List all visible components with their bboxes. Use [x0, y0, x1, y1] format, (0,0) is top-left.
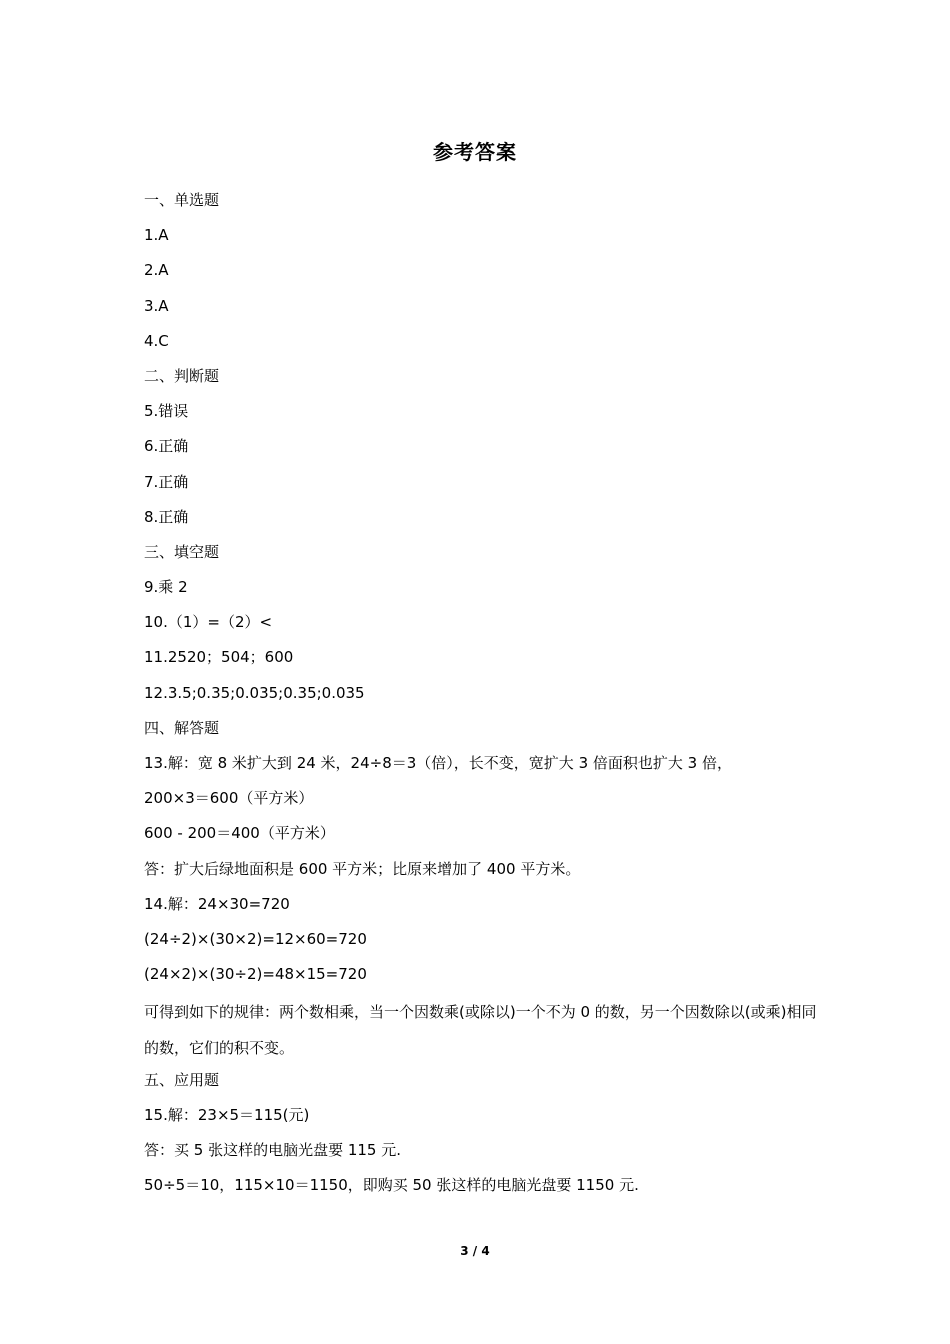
answer-line: 50÷5＝10，115×10＝1150，即购买 50 张这样的电脑光盘要 1150 元.: [144, 1176, 639, 1195]
answer-line: 1.A: [144, 226, 169, 245]
answer-line: 5.错误: [144, 402, 189, 421]
section-heading-fill-blank: 三、填空题: [144, 542, 220, 561]
answer-line: 15.解：23×5＝115(元): [144, 1105, 310, 1124]
answer-paragraph: 可得到如下的规律：两个数相乘，当一个因数乘(或除以)一个不为 0 的数，另一个因数除以(或乘)相同的数，它们的积不变。: [144, 1003, 817, 1057]
answer-line: 11.2520；504；600: [144, 648, 294, 667]
answer-line: 2.A: [144, 261, 169, 280]
answer-line: 3.A: [144, 296, 169, 315]
answer-line: 200×3＝600（平方米）: [144, 789, 314, 808]
answer-line: 6.正确: [144, 437, 189, 456]
answer-line: 12.3.5;0.35;0.035;0.35;0.035: [144, 683, 365, 702]
answer-line: 4.C: [144, 331, 169, 350]
answer-line: (24×2)×(30÷2)=48×15=720: [144, 965, 367, 984]
answer-line: 13.解：宽 8 米扩大到 24 米，24÷8＝3（倍），长不变，宽扩大 3 倍面积也扩大 3 倍，: [144, 754, 732, 772]
answer-line: 8.正确: [144, 507, 189, 526]
section-heading-application: 五、应用题: [144, 1070, 220, 1089]
answer-line: 答：扩大后绿地面积是 600 平方米；比原来增加了 400 平方米。: [144, 859, 581, 878]
answer-line: 7.正确: [144, 472, 189, 491]
answer-line: 14.解：24×30=720: [144, 894, 290, 913]
answer-content: [144, 186, 824, 1206]
answer-line: 10.（1）=（2）<: [144, 613, 273, 632]
answer-line: (24÷2)×(30×2)=12×60=720: [144, 929, 367, 948]
section-heading-true-false: 二、判断题: [144, 366, 220, 385]
answer-line: 9.乘 2: [144, 578, 188, 597]
section-heading-single-choice: 一、单选题: [144, 191, 220, 209]
page-number: 3 / 4: [460, 1244, 490, 1258]
page-title: 参考答案: [433, 140, 517, 164]
answer-line: 答：买 5 张这样的电脑光盘要 115 元.: [144, 1141, 402, 1160]
answer-line: 600 - 200＝400（平方米）: [144, 824, 335, 843]
section-heading-solve: 四、解答题: [144, 718, 220, 737]
